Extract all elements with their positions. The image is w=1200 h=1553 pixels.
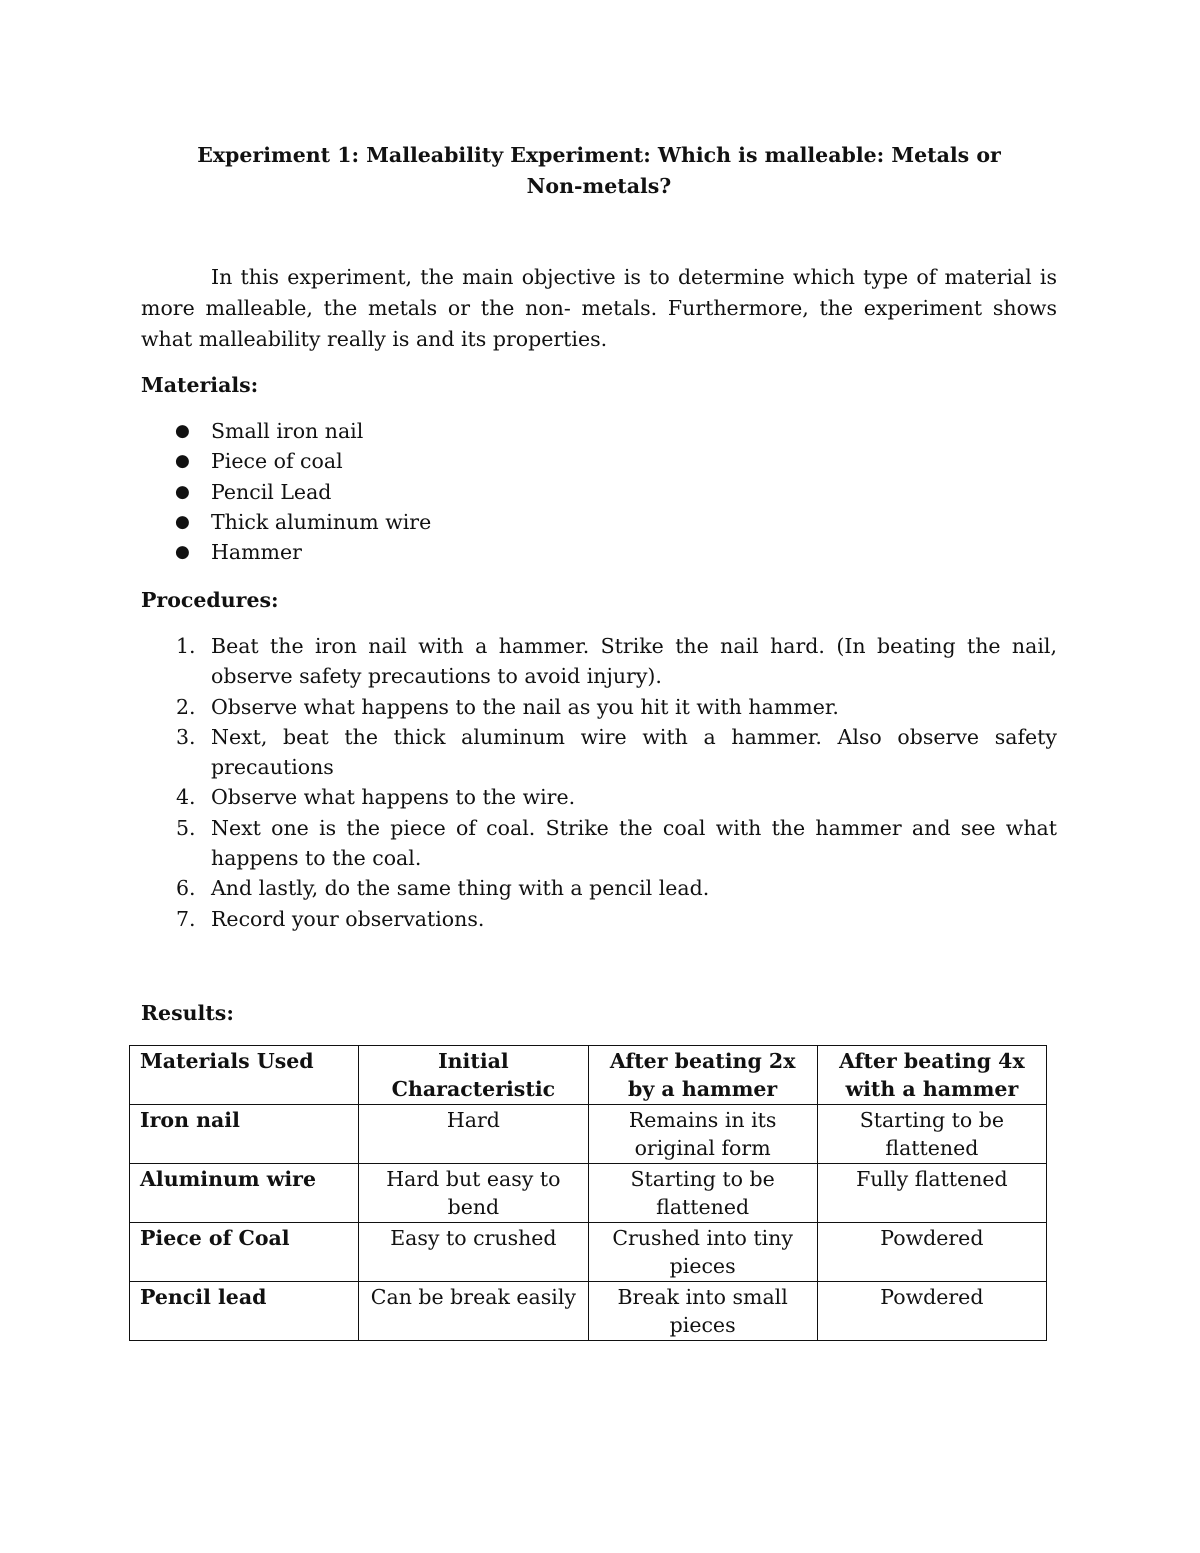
material-label: Piece of coal xyxy=(211,449,343,474)
results-table xyxy=(129,1045,1047,1341)
table-header-row xyxy=(130,1046,1047,1105)
materials-heading: Materials: xyxy=(141,373,259,397)
list-item xyxy=(141,537,1057,567)
step-number: 6. xyxy=(176,876,196,901)
list-item xyxy=(141,692,1057,722)
step-number: 5. xyxy=(176,815,196,840)
step-number: 4. xyxy=(176,785,196,810)
step-text: Beat the iron nail with a hammer. Strike the nail hard. (In beating the nail, observe safety precautions to avoid injury). xyxy=(211,634,1057,689)
header-initial-characteristic: Initial Characteristic xyxy=(359,1046,588,1105)
table-row xyxy=(130,1164,1047,1223)
cell-after-2x: Crushed into tiny pieces xyxy=(588,1223,817,1282)
cell-after-2x: Break into small pieces xyxy=(588,1282,817,1341)
list-item xyxy=(141,813,1057,874)
step-number: 7. xyxy=(176,906,196,931)
list-item xyxy=(141,416,1057,446)
step-number: 2. xyxy=(176,694,196,719)
step-text: Next, beat the thick aluminum wire with a hammer. Also observe safety precautions xyxy=(211,724,1057,780)
document-title xyxy=(141,140,1057,202)
list-item xyxy=(141,507,1057,537)
materials-list xyxy=(141,416,1057,567)
step-number: 3. xyxy=(176,724,196,749)
material-label: Hammer xyxy=(211,540,302,565)
material-label: Thick aluminum wire xyxy=(211,509,432,534)
cell-initial: Hard xyxy=(359,1105,588,1164)
table-row xyxy=(130,1223,1047,1282)
bullet-icon: ● xyxy=(175,481,190,502)
cell-initial: Easy to crushed xyxy=(359,1223,588,1282)
cell-material: Iron nail xyxy=(130,1105,359,1164)
step-text: Next one is the piece of coal. Strike the coal with the hammer and see what happens to the coal. xyxy=(211,815,1057,871)
step-number: 1. xyxy=(176,634,196,658)
title-line-2: Non-metals? xyxy=(526,174,672,198)
list-item xyxy=(141,782,1057,812)
cell-initial: Hard but easy to bend xyxy=(359,1164,588,1223)
table-row xyxy=(130,1105,1047,1164)
material-label: Small iron nail xyxy=(211,419,364,443)
step-text: Observe what happens to the nail as you hit it with hammer. xyxy=(211,694,839,719)
step-text: Record your observations. xyxy=(211,906,485,931)
step-text: And lastly, do the same thing with a pencil lead. xyxy=(211,876,710,901)
bullet-icon: ● xyxy=(175,451,190,472)
bullet-icon: ● xyxy=(175,511,190,532)
list-item xyxy=(141,446,1057,476)
cell-after-4x: Powdered xyxy=(817,1282,1046,1341)
title-line-1: Experiment 1: Malleability Experiment: Which is malleable: Metals or xyxy=(197,143,1001,167)
bullet-icon: ● xyxy=(175,421,190,441)
results-heading: Results: xyxy=(141,1001,234,1025)
bullet-icon: ● xyxy=(175,542,190,563)
cell-material: Piece of Coal xyxy=(130,1223,359,1282)
cell-material: Pencil lead xyxy=(130,1282,359,1341)
header-materials-used: Materials Used xyxy=(130,1046,359,1105)
cell-after-2x: Remains in its original form xyxy=(588,1105,817,1164)
procedures-heading: Procedures: xyxy=(141,588,279,612)
cell-after-4x: Powdered xyxy=(817,1223,1046,1282)
cell-after-4x: Starting to be flattened xyxy=(817,1105,1046,1164)
material-label: Pencil Lead xyxy=(211,479,332,504)
list-item xyxy=(141,904,1057,934)
cell-after-2x: Starting to be flattened xyxy=(588,1164,817,1223)
intro-paragraph: In this experiment, the main objective is to determine which type of material is more malleable, the metals or the non- metals. Furthermore, the experiment shows what malleability really is and its properties. xyxy=(141,265,1057,351)
list-item xyxy=(141,722,1057,783)
header-after-beating-2x: After beating 2x by a hammer xyxy=(588,1046,817,1105)
list-item xyxy=(141,873,1057,903)
step-text: Observe what happens to the wire. xyxy=(211,785,576,810)
header-after-beating-4x: After beating 4x with a hammer xyxy=(817,1046,1046,1105)
table-row xyxy=(130,1282,1047,1341)
list-item xyxy=(141,477,1057,507)
procedures-list xyxy=(141,631,1057,934)
cell-material: Aluminum wire xyxy=(130,1164,359,1223)
cell-initial: Can be break easily xyxy=(359,1282,588,1341)
cell-after-4x: Fully flattened xyxy=(817,1164,1046,1223)
list-item xyxy=(141,631,1057,692)
